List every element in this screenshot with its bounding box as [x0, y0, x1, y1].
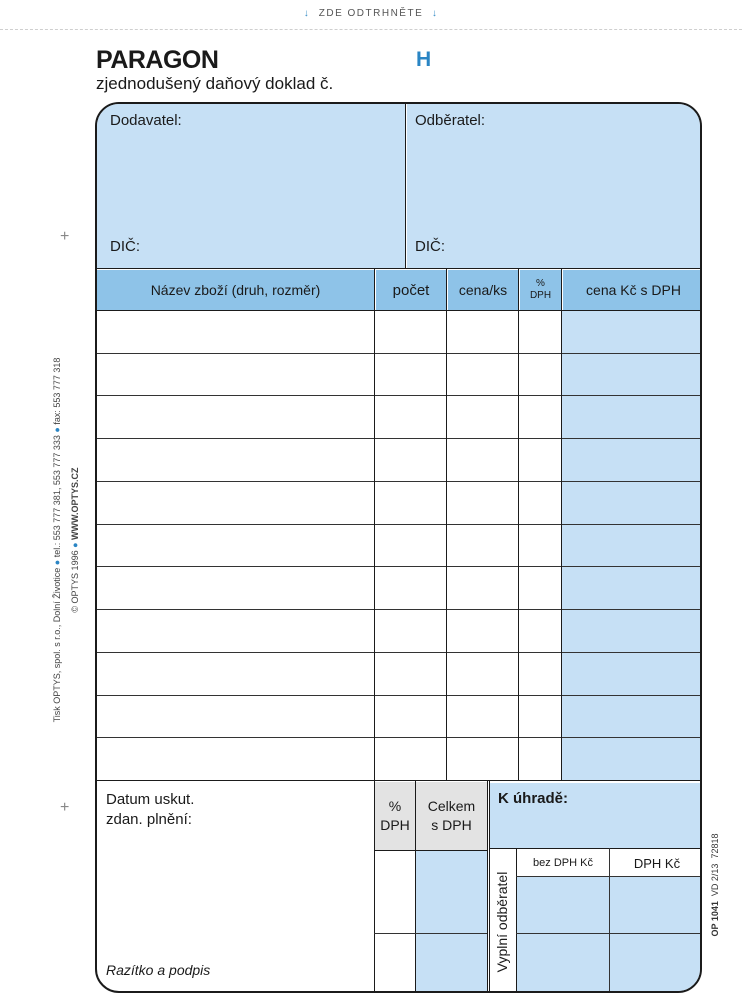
- total-column: [562, 311, 702, 780]
- registration-mark-icon: +: [60, 228, 70, 245]
- table-row-divider: [97, 438, 702, 439]
- table-row-divider: [97, 609, 702, 610]
- printer-info-2: © OPTYS 1996 ● WWW.OPTYS.CZ: [70, 467, 80, 613]
- registration-mark-icon: +: [60, 799, 70, 816]
- table-row-divider: [97, 353, 702, 354]
- vat-kc-header: DPH Kč: [610, 850, 702, 876]
- vat-kc-cells[interactable]: [610, 877, 702, 993]
- table-row-divider: [97, 695, 702, 696]
- date-label: Datum uskut. zdan. plnění:: [106, 791, 195, 828]
- col-header-name: Název zboží (druh, rozměr): [97, 270, 374, 310]
- receipt-form: [95, 102, 702, 993]
- col-header-price: cena/ks: [448, 270, 518, 310]
- customer-label: Odběratel:: [415, 112, 486, 129]
- customer-dic-label: DIČ:: [415, 238, 445, 255]
- supplier-label: Dodavatel:: [110, 112, 182, 129]
- col-header-count: počet: [376, 270, 446, 310]
- to-pay-label: K úhradě:: [498, 790, 569, 807]
- arrow-down-icon: ↓: [303, 8, 311, 19]
- supplier-dic-label: DIČ:: [110, 238, 140, 255]
- form-code: OP 1041 VD 2/13 72818: [710, 833, 720, 937]
- table-row-divider: [97, 652, 702, 653]
- tear-off-line: [0, 29, 742, 30]
- stamp-label: Razítko a podpis: [106, 962, 211, 978]
- tear-off-text: ZDE ODTRHNĚTE: [318, 8, 424, 19]
- table-row-divider: [97, 524, 702, 525]
- form-letter: H: [416, 48, 432, 71]
- document-title: PARAGON: [96, 46, 219, 74]
- footer-total-column[interactable]: [416, 851, 487, 993]
- table-row-divider: [97, 395, 702, 396]
- table-row-divider: [97, 737, 702, 738]
- tear-off-label: [0, 8, 742, 19]
- printer-info: Tisk OPTYS, spol. s r.o., Dolní Životice ● tel.: 553 777 381, 553 777 333 ● fax: 553 777 318: [52, 357, 62, 723]
- fill-customer-label: Vyplní odběratel: [494, 871, 510, 973]
- arrow-down-icon: ↓: [431, 8, 439, 19]
- without-vat-cells[interactable]: [517, 877, 609, 993]
- footer-vat-header: % DPH: [375, 782, 415, 850]
- table-row-divider: [97, 566, 702, 567]
- document-subtitle: zjednodušený daňový doklad č.: [96, 74, 334, 93]
- without-vat-header: bez DPH Kč: [517, 850, 609, 876]
- footer-total-header: Celkem s DPH: [416, 782, 487, 850]
- col-header-vat: % DPH: [520, 270, 561, 310]
- col-header-total: cena Kč s DPH: [563, 270, 702, 310]
- table-row-divider: [97, 481, 702, 482]
